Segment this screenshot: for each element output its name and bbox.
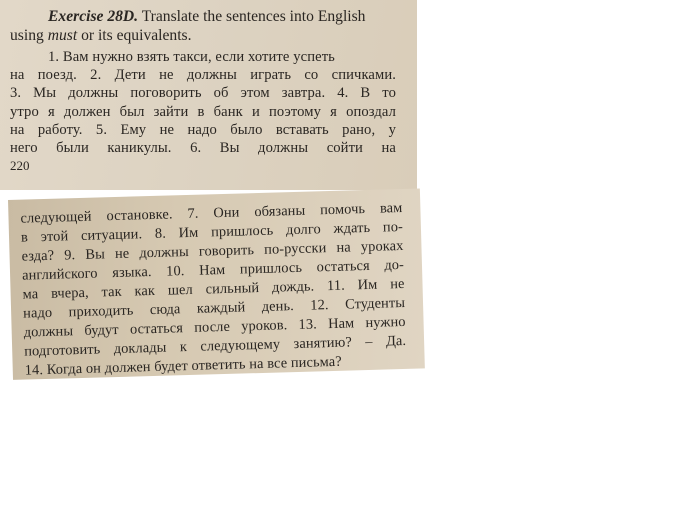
exercise-heading (10, 7, 409, 26)
sentence-line: 1. Вам нужно взять такси, если хотите успеть (48, 49, 335, 65)
exercise-instruction: Translate the sentences into English (138, 8, 366, 25)
exercise-number: Exercise 28D. (48, 8, 139, 25)
sentence-line: должны будут остаться после уроков. 13. Нам нужно (23, 313, 406, 341)
sentence-line: езда? 9. Вы не должны говорить по-русски на уроках (21, 237, 404, 265)
sentence-line: подготовить доклады к следующему занятию? – Да. (24, 332, 407, 360)
exercise-instruction-line-2 (10, 26, 409, 45)
book-scan-top (0, 0, 417, 190)
instruction-text-end: or its equivalents. (77, 27, 192, 44)
sentence-line: ма вчера, так как шел сильный дождь. 11. Им не (22, 275, 405, 303)
page-number: 220 (10, 158, 30, 174)
book-scan-bottom (8, 188, 425, 379)
sentence-line: на поезд. 2. Дети не должны играть со спичками. (10, 67, 396, 84)
sentence-line: него были каникулы. 6. Вы должны сойти на (10, 140, 396, 157)
sentence-line: 14. Когда он должен будет ответить на все письма? (24, 353, 342, 379)
sentence-line: надо приходить сюда каждый день. 12. Студенты (22, 294, 406, 322)
sentence-line: на работу. 5. Ему не надо было вставать рано, у (10, 121, 396, 138)
sentence-line: 3. Мы должны поговорить об этом завтра. 4. В то (10, 85, 396, 102)
sentence-line: следующей остановке. 7. Они обязаны помочь вам (20, 199, 403, 227)
sentence-line: в этой ситуации. 8. Им пришлось долго ждать по- (20, 218, 404, 246)
sentence-line: утро я должен был зайти в банк и поэтому я опоздал (10, 103, 396, 120)
instruction-keyword: must (47, 27, 78, 44)
sentence-line: английского языка. 10. Нам пришлось остаться до- (21, 256, 405, 284)
instruction-text: using (10, 27, 48, 44)
